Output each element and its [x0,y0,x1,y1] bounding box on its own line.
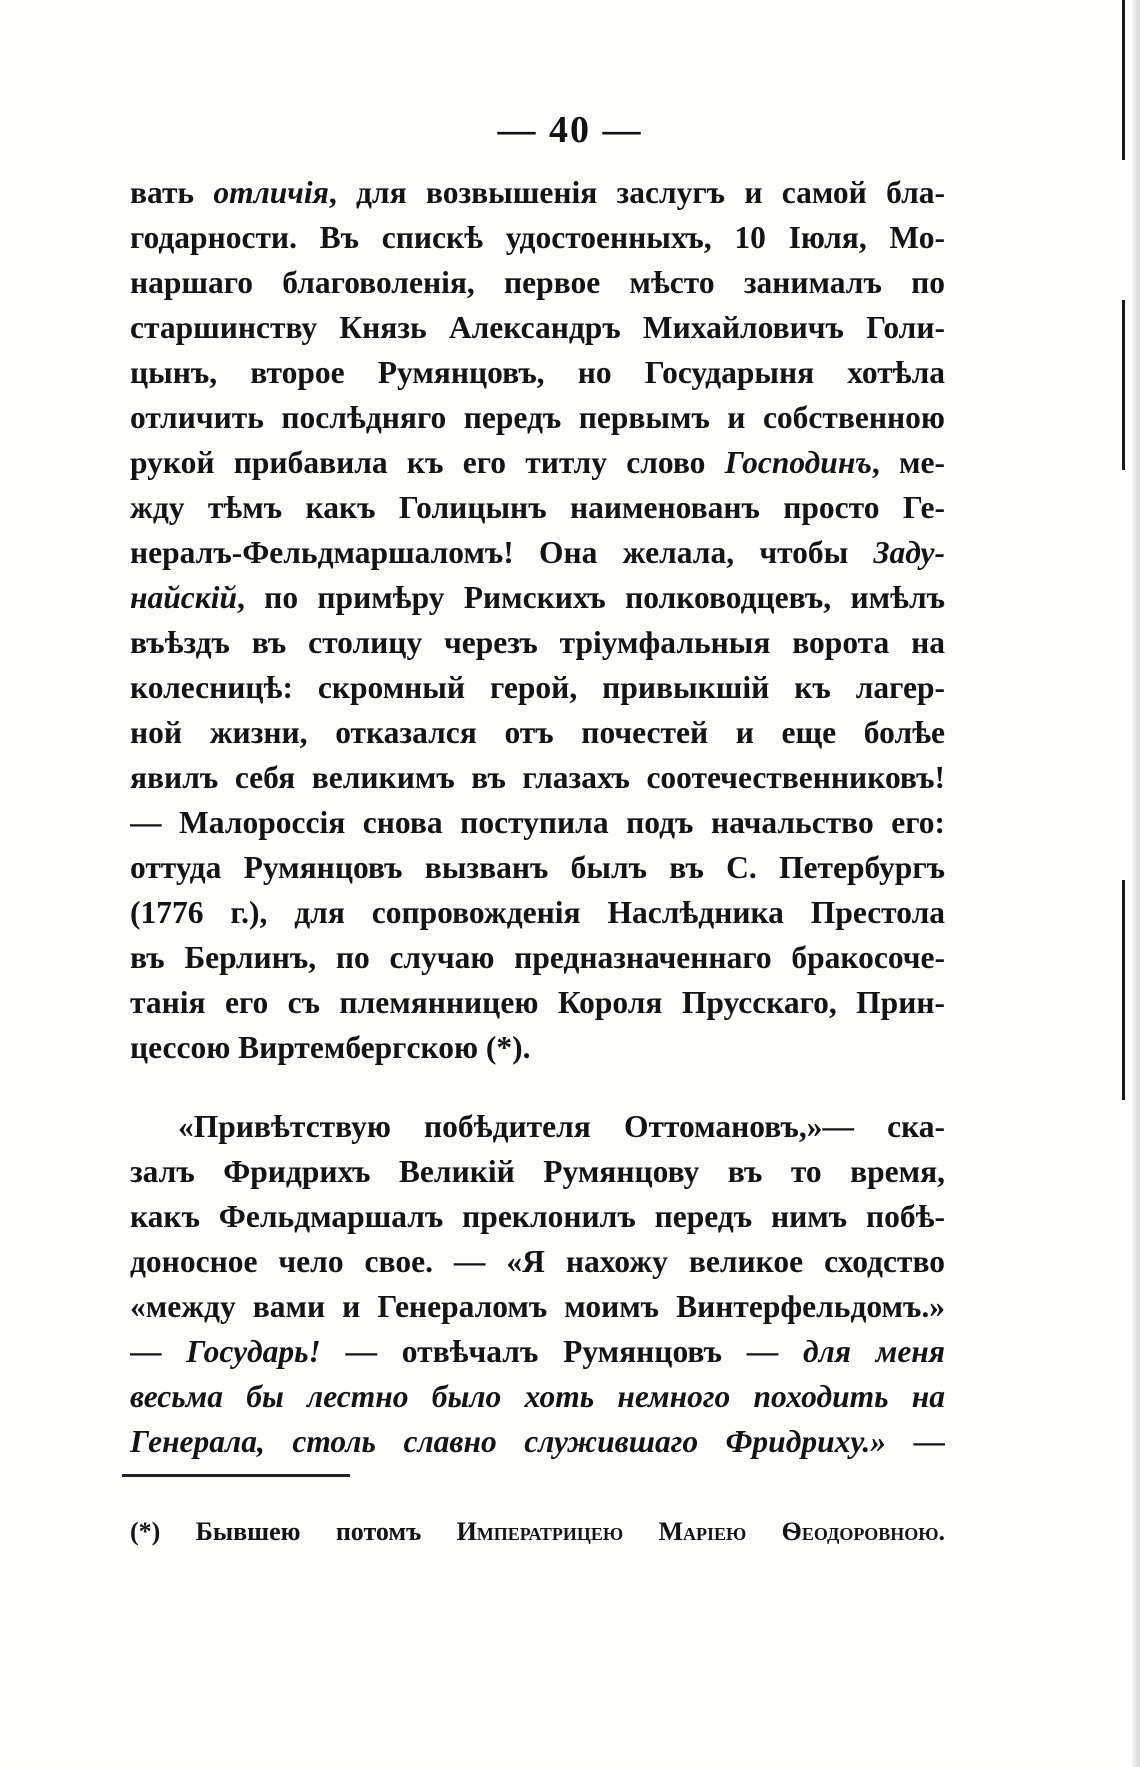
text-span: оттуда Румянцовъ вызванъ былъ въ С. Петербургъ [130,850,945,885]
italic-span: отличія [213,175,329,210]
text-span: жду тѣмъ какъ Голицынъ наименованъ просто Ге- [130,490,945,525]
footnote [130,1514,945,1550]
text-span: «Привѣтствую побѣдителя Оттомановъ,»— ска- [178,1109,945,1144]
text-span: , по примѣру Римскихъ полководцевъ, имѣлъ [236,580,945,615]
text-line [130,1284,945,1329]
text-span: (1776 г.), для сопровожденія Наслѣдника Престола [130,895,945,930]
text-line [130,845,945,890]
text-span: наршаго благоволенія, первое мѣсто занималъ по [130,265,945,300]
text-span: «между вами и Генераломъ моимъ Винтерфельдомъ.» [130,1289,945,1324]
text-line [130,1419,945,1464]
italic-span: Государь! [186,1334,321,1369]
italic-span: весьма бы лестно было хоть немного походить на [130,1379,945,1414]
footnote-marker: (*) [130,1517,161,1546]
text-span: цынъ, второе Румянцовъ, но Государыня хотѣла [130,355,945,390]
text-line [130,485,945,530]
italic-span: Господинъ [724,445,872,480]
text-span: какъ Фельдмаршалъ преклонилъ передъ нимъ побѣ- [130,1199,945,1234]
text-span: доносное чело свое. — «Я нахожу великое сходство [130,1244,945,1279]
text-line [130,710,945,755]
text-span: въ Берлинъ, по случаю предназначеннаго бракосоче- [130,940,945,975]
text-line [130,575,945,620]
text-span: танія его съ племянницею Короля Прусскаго, Прин- [130,985,945,1020]
paragraph-1 [130,170,945,1070]
footnote-name: Императрицею Маріею Ѳеодоровною [456,1517,939,1546]
italic-span: Генерала, столь славно служившаго Фридриху.» [130,1424,886,1459]
text-span: старшинству Князь Александръ Михайловичъ Голи- [130,310,945,345]
text-span: — отвѣчалъ Румянцовъ — [320,1334,803,1369]
margin-rule [1122,880,1125,1100]
text-line [130,1025,945,1070]
text-span: — [885,1424,945,1459]
footnote-end: . [938,1517,945,1546]
text-line [130,755,945,800]
text-span: явилъ себя великимъ въ глазахъ соотечественниковъ! [130,760,945,795]
page-number: — 40 — [497,109,643,151]
text-line [130,530,945,575]
text-span: , для возвышенія заслугъ и самой бла- [328,175,945,210]
text-span: цессою Виртембергскою (*). [130,1030,531,1065]
footnote-rule [122,1474,350,1477]
paragraph-gap [130,1070,945,1104]
text-span: залъ Фридрихъ Великій Румянцову въ то время, [130,1154,945,1189]
body-text [130,170,945,1464]
text-span: отличить послѣдняго передъ первымъ и собственною [130,400,945,435]
text-span: колесницѣ: скромный герой, привыкшій къ лагер- [130,670,945,705]
text-span: рукой прибавила къ его титлу слово [130,445,725,480]
text-line [130,215,945,260]
text-line [130,440,945,485]
text-span: нералъ-Фельдмаршаломъ! Она желала, чтобы [130,535,874,570]
text-line [130,350,945,395]
text-line [130,1374,945,1419]
text-span: въѣздъ въ столицу черезъ тріумфальныя ворота на [130,625,945,660]
page-edge-shadow [1132,0,1140,1767]
italic-span: для меня [802,1334,945,1369]
text-line [130,305,945,350]
text-line [130,890,945,935]
text-span: ной жизни, отказался отъ почестей и еще болѣе [130,715,945,750]
text-line [130,395,945,440]
text-line [130,1329,945,1374]
text-line [130,1239,945,1284]
text-line [130,980,945,1025]
text-line [130,935,945,980]
text-line [130,260,945,305]
text-line [130,170,945,215]
text-span: годарности. Въ спискѣ удостоенныхъ, 10 Іюля, Мо- [130,220,945,255]
margin-rule [1122,300,1125,470]
text-line [130,1194,945,1239]
text-span: — Малороссія снова поступила подъ начальство его: [130,805,945,840]
text-span: вать [130,175,214,210]
text-span: — [130,1334,187,1369]
paragraph-2 [130,1104,945,1464]
footnote-text: Бывшею потомъ [160,1517,457,1546]
text-line [130,1104,945,1149]
text-line [130,1149,945,1194]
text-line [130,620,945,665]
text-span: , ме- [871,445,945,480]
italic-span: найскій [130,580,237,615]
text-line [130,665,945,710]
text-line [130,800,945,845]
italic-span: Заду- [873,535,945,570]
